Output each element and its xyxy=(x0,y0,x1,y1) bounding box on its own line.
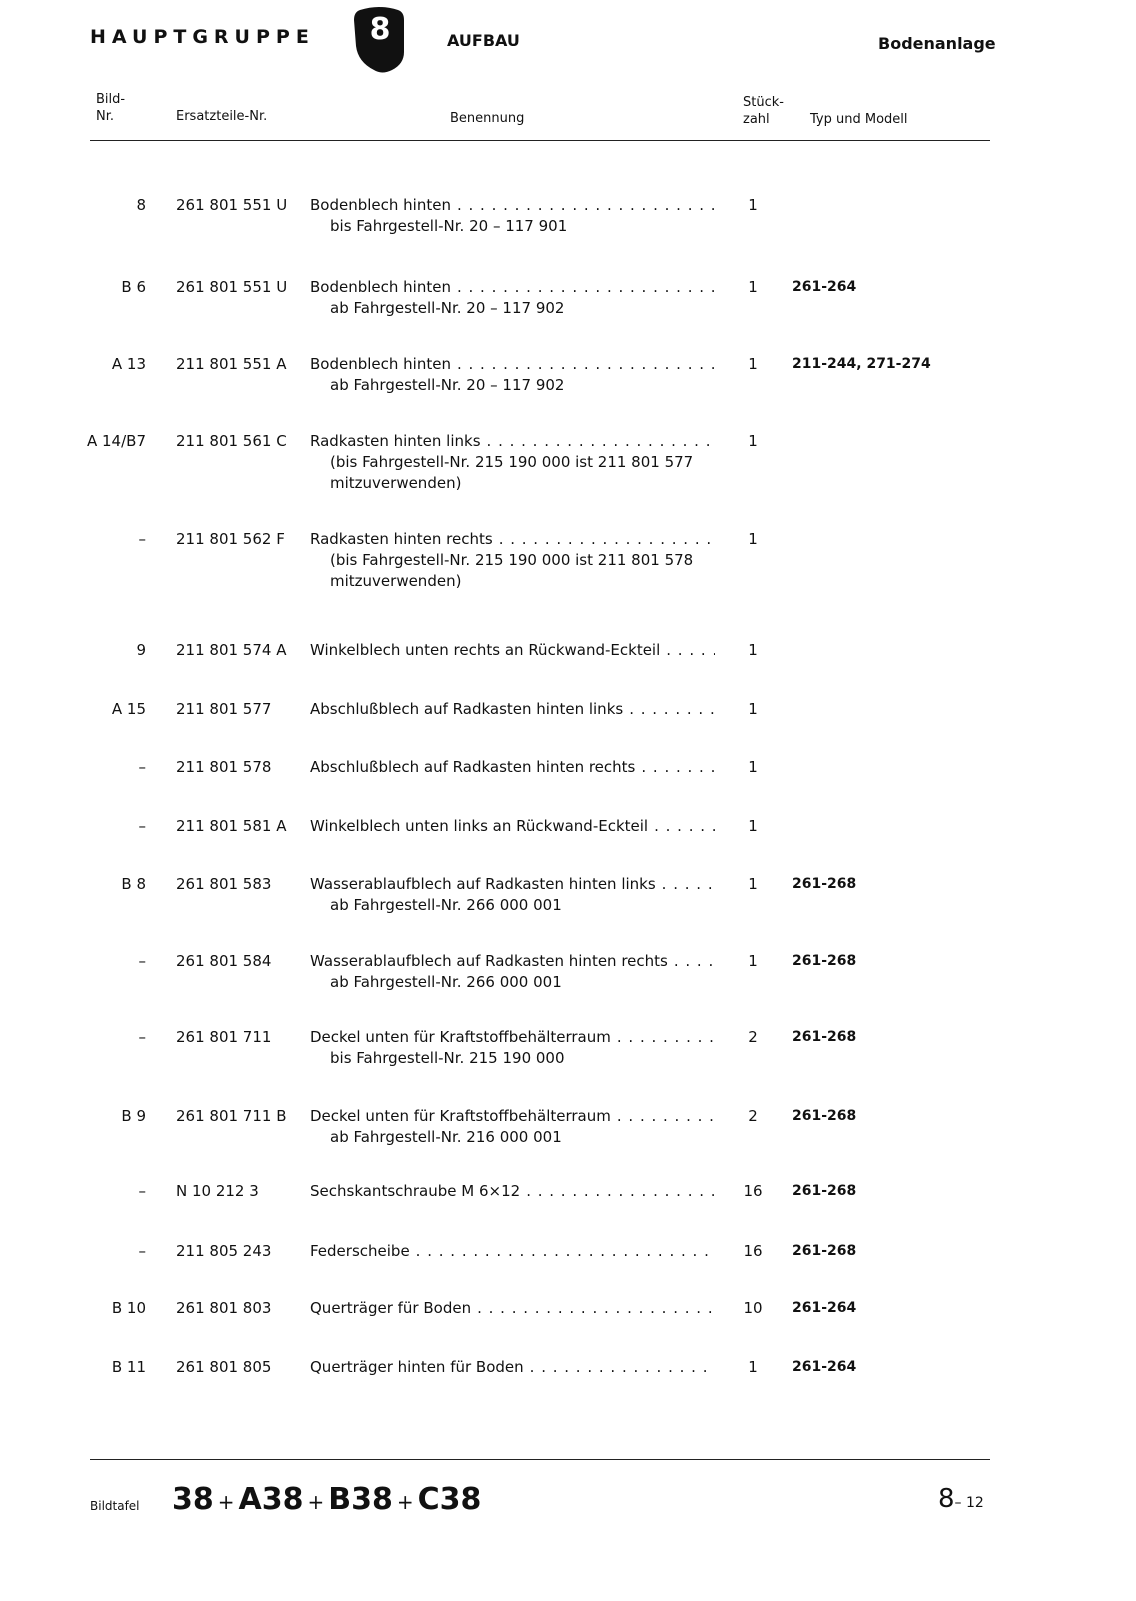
type-model: 261-268 xyxy=(792,876,857,892)
group-number-badge xyxy=(352,6,406,74)
leader-dots xyxy=(416,1241,715,1262)
quantity: 16 xyxy=(743,1182,763,1200)
leader-dots xyxy=(457,354,715,375)
type-model: 211-244, 271-274 xyxy=(792,356,931,372)
part-description xyxy=(310,277,715,319)
group-number: 8 xyxy=(369,12,391,47)
part-name: Deckel unten für Kraftstoffbehälterraum xyxy=(310,1107,611,1125)
leader-dots xyxy=(617,1106,715,1127)
part-number: 211 801 574 A xyxy=(176,641,287,659)
part-description xyxy=(310,699,715,720)
part-number: 261 801 583 xyxy=(176,875,272,893)
part-description xyxy=(310,529,715,592)
part-note: mitzuverwenden) xyxy=(330,572,462,590)
part-description xyxy=(310,816,715,837)
col-header-qty xyxy=(743,94,784,128)
part-note: (bis Fahrgestell-Nr. 215 190 000 ist 211 801 577 xyxy=(330,453,694,471)
image-number: – xyxy=(138,952,146,970)
leader-dots xyxy=(674,951,715,972)
quantity: 1 xyxy=(748,196,758,214)
image-number: A 15 xyxy=(111,700,146,718)
type-model: 261-264 xyxy=(792,1300,857,1316)
plate-number: 38 xyxy=(172,1482,214,1517)
leader-dots xyxy=(666,640,715,661)
image-number: B 8 xyxy=(121,875,146,893)
part-note: ab Fahrgestell-Nr. 216 000 001 xyxy=(330,1128,562,1146)
part-number: 261 801 711 xyxy=(176,1028,272,1046)
quantity: 1 xyxy=(748,432,758,450)
part-number: 211 801 562 F xyxy=(176,530,285,548)
part-name: Wasserablaufblech auf Radkasten hinten rechts xyxy=(310,952,668,970)
part-note: ab Fahrgestell-Nr. 20 – 117 902 xyxy=(330,376,565,394)
quantity: 1 xyxy=(748,641,758,659)
part-name: Winkelblech unten rechts an Rückwand-Eckteil xyxy=(310,641,661,659)
col-header-bild-line1: Bild- xyxy=(96,92,126,107)
part-note: mitzuverwenden) xyxy=(330,474,462,492)
part-description xyxy=(310,874,715,916)
part-number: 211 801 561 C xyxy=(176,432,287,450)
section-title: Bodenanlage xyxy=(878,34,996,53)
col-header-part: Ersatzteile-Nr. xyxy=(176,109,268,124)
image-number: 9 xyxy=(136,641,146,659)
part-note: ab Fahrgestell-Nr. 266 000 001 xyxy=(330,973,562,991)
type-model: 261-268 xyxy=(792,1108,857,1124)
quantity: 1 xyxy=(748,758,758,776)
part-number: 261 801 803 xyxy=(176,1299,272,1317)
part-number: 261 801 805 xyxy=(176,1358,272,1376)
part-description xyxy=(310,1241,715,1262)
quantity: 1 xyxy=(748,1358,758,1376)
part-description xyxy=(310,640,715,661)
part-note: bis Fahrgestell-Nr. 20 – 117 901 xyxy=(330,217,568,235)
type-model: 261-264 xyxy=(792,1359,857,1375)
leader-dots xyxy=(654,816,715,837)
part-name: Abschlußblech auf Radkasten hinten rechts xyxy=(310,758,636,776)
part-description xyxy=(310,354,715,396)
image-number: B 11 xyxy=(111,1358,146,1376)
part-number: 261 801 551 U xyxy=(176,196,288,214)
part-description xyxy=(310,1298,715,1319)
image-number: – xyxy=(138,1182,146,1200)
part-description xyxy=(310,1106,715,1148)
image-number: – xyxy=(138,530,146,548)
part-description xyxy=(310,951,715,993)
part-name: Querträger für Boden xyxy=(310,1299,472,1317)
leader-dots xyxy=(617,1027,715,1048)
image-number: B 9 xyxy=(121,1107,146,1125)
col-header-name: Benennung xyxy=(450,111,525,126)
leader-dots xyxy=(457,277,715,298)
part-number: 211 801 581 A xyxy=(176,817,287,835)
part-name: Deckel unten für Kraftstoffbehälterraum xyxy=(310,1028,611,1046)
type-model: 261-264 xyxy=(792,279,857,295)
plus-sign: + xyxy=(217,1490,235,1514)
part-number: 211 801 578 xyxy=(176,758,272,776)
col-header-typ: Typ und Modell xyxy=(810,112,908,127)
main-group-title: HAUPTGRUPPE xyxy=(90,26,315,48)
part-name: Bodenblech hinten xyxy=(310,278,451,296)
category-title: AUFBAU xyxy=(447,31,520,50)
leader-dots xyxy=(629,699,715,720)
image-number: A 13 xyxy=(111,355,146,373)
quantity: 16 xyxy=(743,1242,763,1260)
leader-dots xyxy=(487,431,715,452)
part-description xyxy=(310,1027,715,1069)
leader-dots xyxy=(457,195,715,216)
type-model: 261-268 xyxy=(792,1183,857,1199)
leader-dots xyxy=(641,757,715,778)
header-rule xyxy=(90,140,990,141)
part-name: Bodenblech hinten xyxy=(310,196,451,214)
image-number: – xyxy=(138,817,146,835)
col-header-qty-line2: zahl xyxy=(743,112,770,127)
quantity: 2 xyxy=(748,1107,758,1125)
part-note: ab Fahrgestell-Nr. 20 – 117 902 xyxy=(330,299,565,317)
part-name: Abschlußblech auf Radkasten hinten links xyxy=(310,700,624,718)
part-description xyxy=(310,195,715,237)
footer-plate-numbers xyxy=(172,1482,481,1517)
part-name: Querträger hinten für Boden xyxy=(310,1358,524,1376)
plus-sign: + xyxy=(396,1490,414,1514)
quantity: 1 xyxy=(748,875,758,893)
col-header-qty-line1: Stück- xyxy=(743,95,784,110)
quantity: 10 xyxy=(743,1299,763,1317)
footer-label: Bildtafel xyxy=(90,1499,140,1513)
part-number: 261 801 551 U xyxy=(176,278,288,296)
quantity: 1 xyxy=(748,700,758,718)
quantity: 1 xyxy=(748,817,758,835)
part-name: Wasserablaufblech auf Radkasten hinten links xyxy=(310,875,656,893)
part-number: 261 801 584 xyxy=(176,952,272,970)
col-header-bild-line2: Nr. xyxy=(96,109,115,124)
part-name: Bodenblech hinten xyxy=(310,355,451,373)
part-number: 211 805 243 xyxy=(176,1242,272,1260)
part-name: Sechskantschraube M 6×12 xyxy=(310,1182,521,1200)
part-description xyxy=(310,1357,715,1378)
type-model: 261-268 xyxy=(792,1029,857,1045)
part-name: Radkasten hinten rechts xyxy=(310,530,493,548)
part-note: ab Fahrgestell-Nr. 266 000 001 xyxy=(330,896,562,914)
image-number: B 6 xyxy=(121,278,146,296)
plate-number: B38 xyxy=(328,1482,393,1517)
type-model: 261-268 xyxy=(792,953,857,969)
image-number: – xyxy=(138,758,146,776)
col-header-bild xyxy=(96,91,125,125)
image-number: – xyxy=(138,1028,146,1046)
part-description xyxy=(310,757,715,778)
image-number: – xyxy=(138,1242,146,1260)
part-note: bis Fahrgestell-Nr. 215 190 000 xyxy=(330,1049,565,1067)
leader-dots xyxy=(499,529,715,550)
quantity: 1 xyxy=(748,530,758,548)
page-number-sub: – 12 xyxy=(954,1495,984,1511)
leader-dots xyxy=(477,1298,715,1319)
part-number: 261 801 711 B xyxy=(176,1107,287,1125)
page-number xyxy=(938,1484,984,1514)
part-name: Winkelblech unten links an Rückwand-Eckteil xyxy=(310,817,649,835)
quantity: 2 xyxy=(748,1028,758,1046)
footer-rule xyxy=(90,1459,990,1460)
image-number: 8 xyxy=(136,196,146,214)
part-name: Federscheibe xyxy=(310,1242,410,1260)
part-note: (bis Fahrgestell-Nr. 215 190 000 ist 211 801 578 xyxy=(330,551,694,569)
quantity: 1 xyxy=(748,355,758,373)
part-description xyxy=(310,431,715,494)
plate-number: C38 xyxy=(417,1482,482,1517)
part-number: N 10 212 3 xyxy=(176,1182,259,1200)
quantity: 1 xyxy=(748,952,758,970)
type-model: 261-268 xyxy=(792,1243,857,1259)
part-description xyxy=(310,1181,715,1202)
page-number-main: 8 xyxy=(938,1484,955,1514)
leader-dots xyxy=(526,1181,715,1202)
part-name: Radkasten hinten links xyxy=(310,432,481,450)
plate-number: A38 xyxy=(238,1482,304,1517)
plus-sign: + xyxy=(307,1490,325,1514)
leader-dots xyxy=(662,874,715,895)
image-number: A 14/B7 xyxy=(86,432,146,450)
part-number: 211 801 577 xyxy=(176,700,272,718)
part-number: 211 801 551 A xyxy=(176,355,287,373)
image-number: B 10 xyxy=(111,1299,146,1317)
leader-dots xyxy=(530,1357,715,1378)
quantity: 1 xyxy=(748,278,758,296)
